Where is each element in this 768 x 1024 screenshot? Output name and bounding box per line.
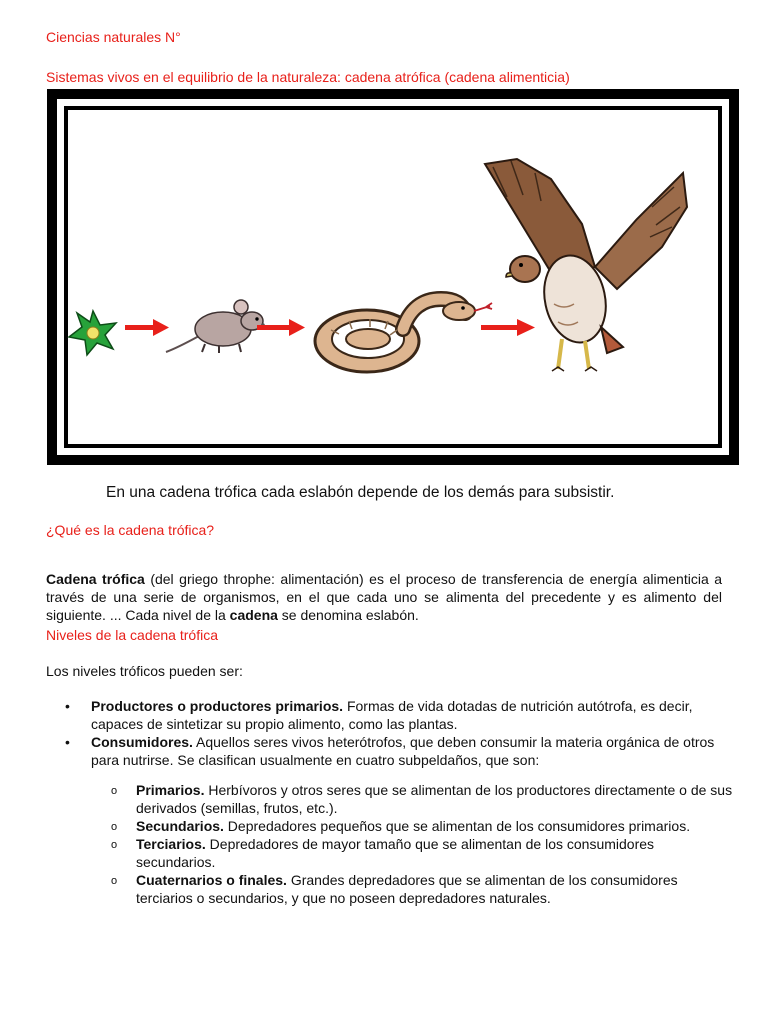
sub-item-text: Depredadores de mayor tamaño que se alimentan de los consumidores secundarios. (136, 836, 655, 870)
sub-item-text: Grandes depredadores que se alimentan de los consumidores terciarios o secundarios, y que no poseen depredadores naturales. (136, 872, 678, 906)
food-chain-figure (47, 89, 739, 465)
sub-bullet-icon: o (111, 875, 118, 887)
definition-text-a: (del griego throphe: alimentación) es el proceso de transferencia de energía alimenticia a través de una serie de organismos, en el que cada uno se alimenta del precedente y es alimento del siguiente. ... Cada nivel de la (46, 571, 722, 623)
term-cadena-trofica: Cadena trófica (46, 571, 145, 587)
bullet-icon: • (65, 698, 70, 714)
sublist-item-primary (91, 781, 736, 817)
item-label: Consumidores. (91, 734, 193, 750)
section-heading-what-is: ¿Qué es la cadena trófica? (46, 522, 215, 538)
sublist-item-secondary (91, 817, 736, 835)
sub-bullet-icon: o (111, 839, 118, 851)
document-subtitle: Sistemas vivos en el equilibrio de la naturaleza: cadena atrófica (cadena alimenticia) (46, 69, 570, 85)
sub-bullet-icon: o (111, 785, 118, 797)
sub-item-label: Primarios. (136, 782, 205, 798)
section-heading-levels: Niveles de la cadena trófica (46, 627, 218, 643)
hawk-icon (485, 159, 687, 371)
sub-item-text: Depredadores pequeños que se alimentan de los consumidores primarios. (223, 818, 691, 834)
sub-item-text: Herbívoros y otros seres que se alimentan de los productores directamente o de sus derivados (semillas, frutos, etc.). (136, 782, 733, 816)
levels-intro: Los niveles tróficos pueden ser: (46, 663, 243, 679)
item-label: Productores o productores primarios. (91, 698, 344, 714)
term-cadena: cadena (229, 607, 278, 623)
figure-caption: En una cadena trófica cada eslabón depende de los demás para subsistir. (106, 483, 615, 501)
snake-icon (315, 299, 492, 372)
arrow-icon (125, 319, 169, 336)
list-item-consumers (46, 733, 736, 907)
list-item-producers (46, 697, 736, 733)
sub-item-label: Terciarios. (136, 836, 206, 852)
sub-bullet-icon: o (111, 821, 118, 833)
sublist-item-tertiary (91, 835, 736, 871)
bullet-icon: • (65, 734, 70, 750)
food-chain-illustration (47, 89, 739, 465)
item-text: Aquellos seres vivos heterótrofos, que deben consumir la materia orgánica de otros para nutrirse. Se clasifican usualmente en cuatro subpeldaños, que son: (91, 734, 715, 768)
mouse-icon (166, 300, 265, 353)
definition-text-b: se denomina eslabón. (277, 607, 419, 623)
sub-item-label: Cuaternarios o finales. (136, 872, 287, 888)
consumer-sublevels-list (91, 781, 736, 907)
arrow-icon (481, 319, 535, 336)
arrow-icon (257, 319, 305, 336)
item-text: Formas de vida dotadas de nutrición autótrofa, es decir, capaces de sintetizar su propio alimento, como las plantas. (91, 698, 693, 732)
trophic-levels-list (46, 697, 736, 907)
sub-item-label: Secundarios. (136, 818, 224, 834)
flower-icon (69, 311, 116, 355)
document-title: Ciencias naturales N° (46, 29, 181, 45)
sublist-item-quaternary (91, 871, 736, 907)
definition-paragraph (46, 570, 722, 624)
